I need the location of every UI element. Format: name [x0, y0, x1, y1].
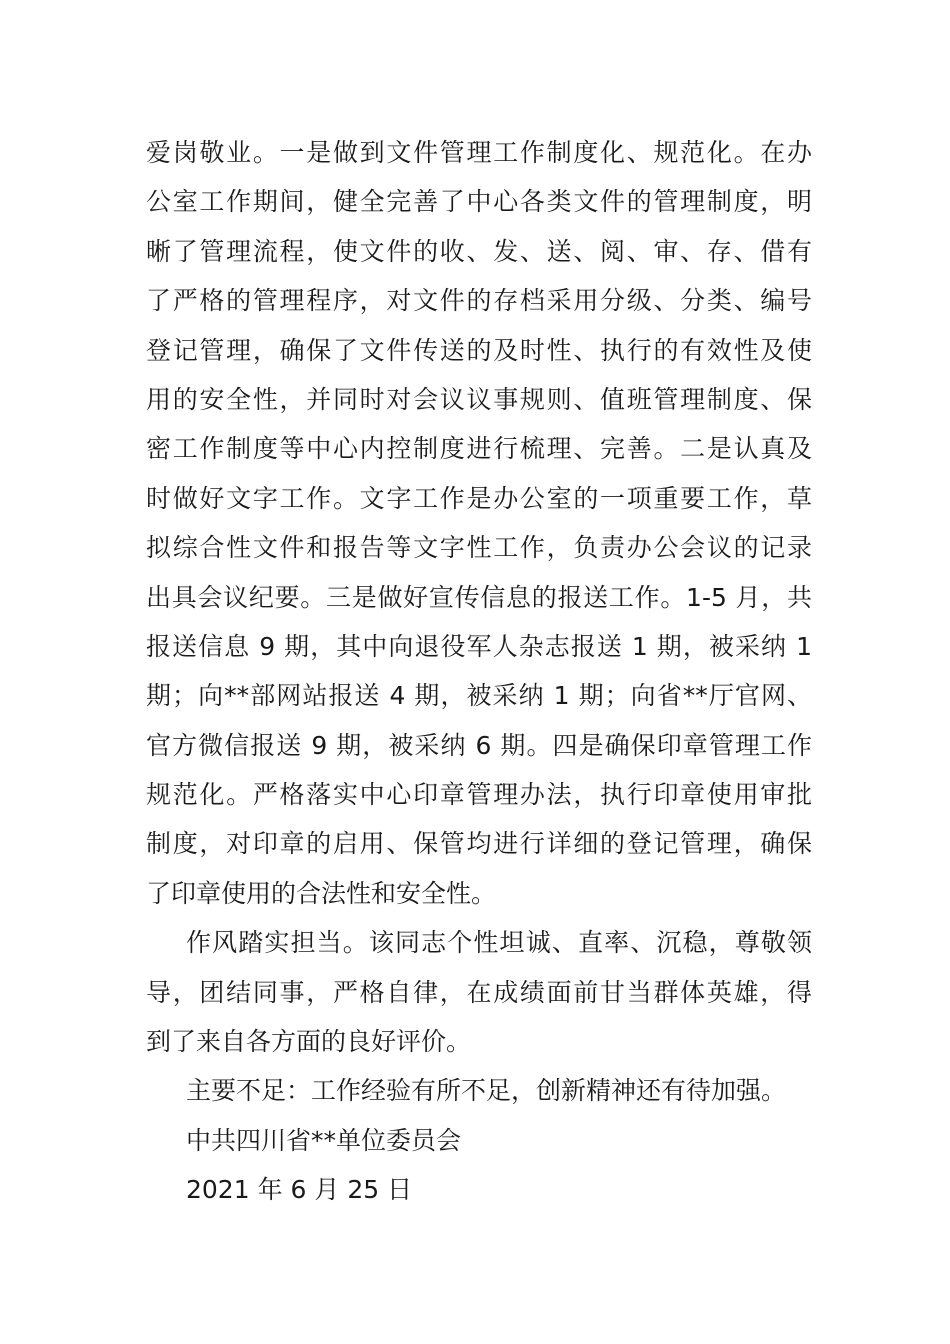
paragraph-line: 报送信息 9 期，其中向退役军人杂志报送 1 期，被采纳 1 [146, 631, 812, 661]
paragraph-line: 制度，对印章的启用、保管均进行详细的登记管理，确保 [146, 829, 812, 859]
paragraph-line: 规范化。严格落实中心印章管理办法，执行印章使用审批 [146, 780, 812, 810]
paragraph-line: 了印章使用的合法性和安全性。 [146, 878, 497, 908]
paragraph-work-style [146, 918, 812, 1066]
paragraph-line: 登记管理，确保了文件传送的及时性、执行的有效性及使 [146, 335, 812, 365]
paragraph-line: 拟综合性文件和报告等文字性工作，负责办公会议的记录 [146, 533, 812, 563]
paragraph-line: 公室工作期间，健全完善了中心各类文件的管理制度，明 [146, 187, 812, 217]
paragraph-line: 晰了管理流程，使文件的收、发、送、阅、审、存、借有 [146, 236, 812, 266]
signature-date: 2021 年 6 月 25 日 [186, 1175, 413, 1205]
paragraph-line: 了严格的管理程序，对文件的存档采用分级、分类、编号 [146, 286, 812, 316]
paragraph-line: 用的安全性，并同时对会议议事规则、值班管理制度、保 [146, 384, 812, 414]
document-body [146, 128, 812, 1215]
paragraph-line: 密工作制度等中心内控制度进行梳理、完善。二是认真及 [146, 434, 812, 464]
paragraph-line: 官方微信报送 9 期，被采纳 6 期。四是确保印章管理工作 [146, 730, 812, 760]
paragraph-line: 期；向**部网站报送 4 期，被采纳 1 期；向省**厅官网、 [146, 681, 812, 711]
paragraph-line: 出具会议纪要。三是做好宣传信息的报送工作。1-5 月，共 [146, 582, 812, 612]
paragraph-line: 导，团结同事，严格自律，在成绩面前甘当群体英雄，得 [146, 977, 812, 1007]
paragraph-line: 时做好文字工作。文字工作是办公室的一项重要工作，草 [146, 483, 812, 513]
paragraph-line: 到了来自各方面的良好评价。 [146, 1027, 472, 1057]
paragraph-line: 作风踏实担当。该同志个性坦诚、直率、沉稳，尊敬领 [186, 928, 812, 958]
shortcomings-paragraph: 主要不足：工作经验有所不足，创新精神还有待加强。 [186, 1076, 787, 1106]
paragraph-work-performance [146, 128, 812, 918]
paragraph-line: 爱岗敬业。一是做到文件管理工作制度化、规范化。在办 [146, 138, 812, 167]
signature-organization: 中共四川省**单位委员会 [186, 1125, 462, 1155]
